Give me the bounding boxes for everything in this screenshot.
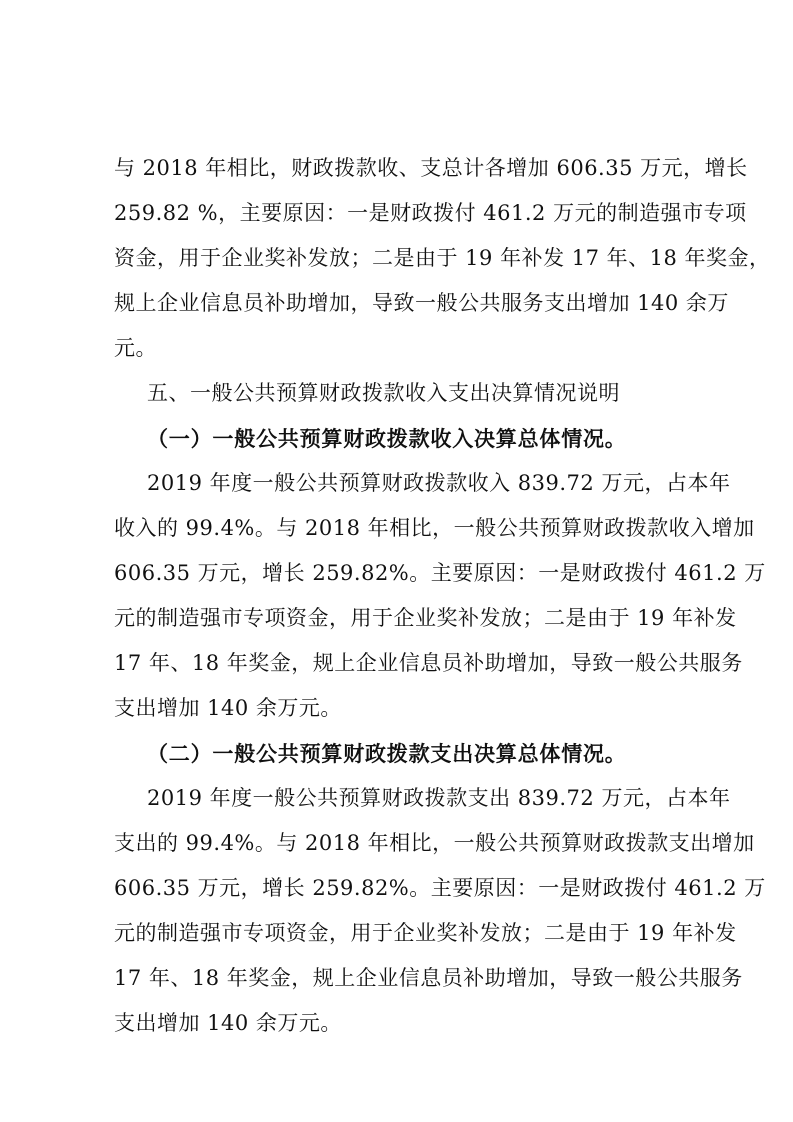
paragraph-line: 元的制造强市专项资金，用于企业奖补发放；二是由于 19 年补发 (114, 606, 737, 630)
paragraph-line: 17 年、18 年奖金，规上企业信息员补助增加，导致一般公共服务 (114, 966, 743, 990)
paragraph-line: 元。 (114, 336, 157, 360)
paragraph-line: 收入的 99.4%。与 2018 年相比，一般公共预算财政拨款收入增加 (114, 516, 755, 540)
paragraph-line: 支出增加 140 余万元。 (114, 696, 342, 720)
paragraph-line: 支出的 99.4%。与 2018 年相比，一般公共预算财政拨款支出增加 (114, 831, 755, 855)
paragraph-line: 606.35 万元，增长 259.82%。主要原因：一是财政拨付 461.2 万 (114, 561, 766, 585)
paragraph-line: 259.82 %，主要原因：一是财政拨付 461.2 万元的制造强市专项 (114, 201, 747, 225)
paragraph-line: 资金，用于企业奖补发放；二是由于 19 年补发 17 年、18 年奖金， (114, 246, 771, 270)
paragraph-line: 606.35 万元，增长 259.82%。主要原因：一是财政拨付 461.2 万 (114, 876, 766, 900)
section-heading: 五、一般公共预算财政拨款收入支出决算情况说明 (147, 381, 620, 405)
paragraph-line: 2019 年度一般公共预算财政拨款支出 839.72 万元，占本年 (147, 786, 731, 810)
paragraph-line: 2019 年度一般公共预算财政拨款收入 839.72 万元，占本年 (147, 471, 731, 495)
paragraph-line: 规上企业信息员补助增加，导致一般公共服务支出增加 140 余万 (114, 291, 729, 315)
subsection-heading: （二）一般公共预算财政拨款支出决算总体情况。 (147, 741, 627, 766)
paragraph-line: 17 年、18 年奖金，规上企业信息员补助增加，导致一般公共服务 (114, 651, 743, 675)
subsection-heading: （一）一般公共预算财政拨款收入决算总体情况。 (147, 426, 627, 451)
paragraph-line: 与 2018 年相比，财政拨款收、支总计各增加 606.35 万元，增长 (114, 156, 748, 180)
paragraph-line: 元的制造强市专项资金，用于企业奖补发放；二是由于 19 年补发 (114, 921, 737, 945)
paragraph-line: 支出增加 140 余万元。 (114, 1011, 342, 1035)
